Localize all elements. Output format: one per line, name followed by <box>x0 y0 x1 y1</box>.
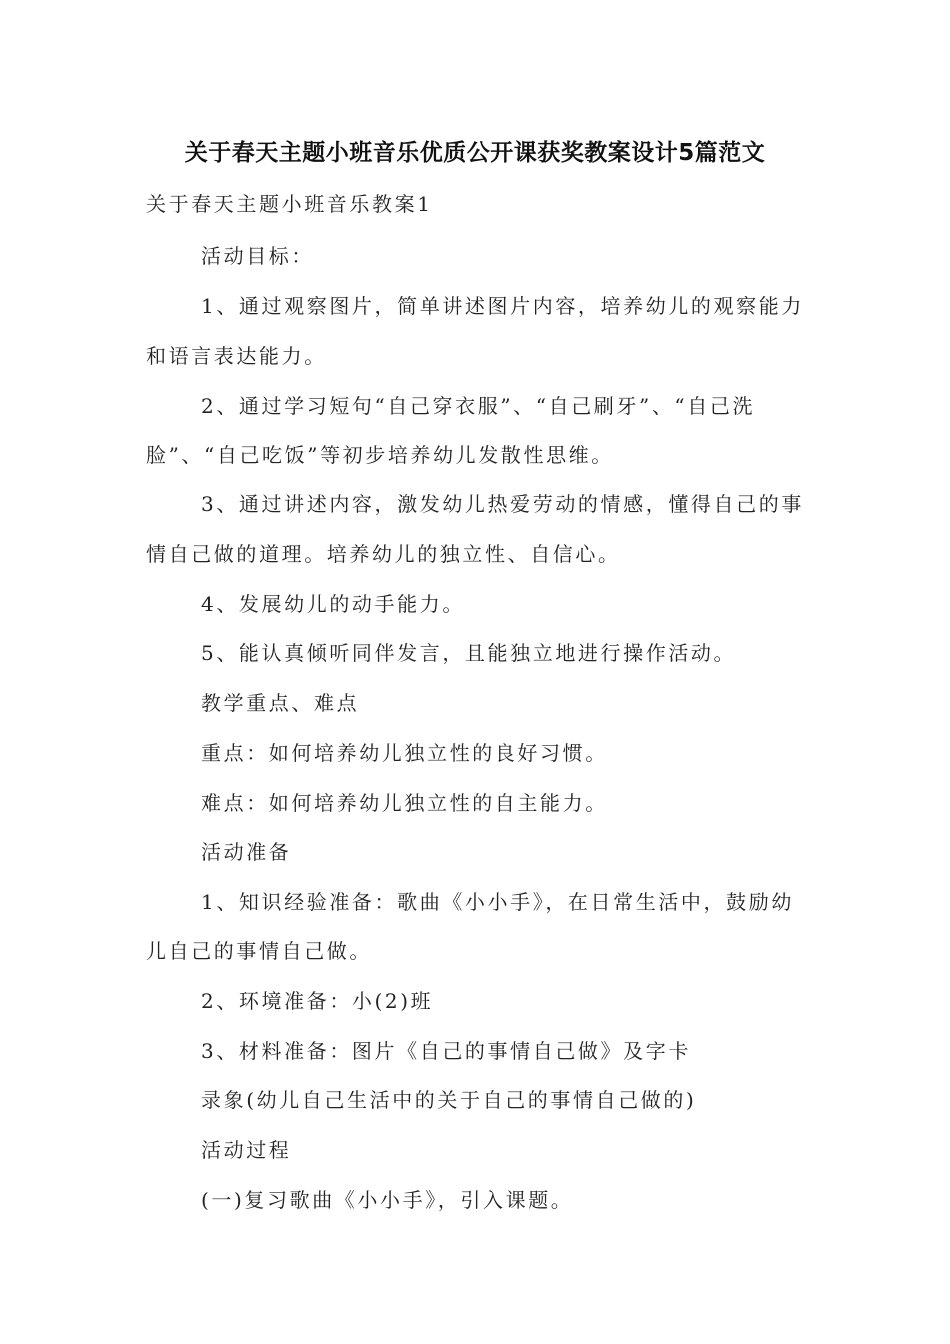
paragraph-line: 5、能认真倾听同伴发言，且能独立地进行操作活动。 <box>201 641 737 665</box>
paragraph-line: 脸”、“自己吃饭”等初步培养幼儿发散性思维。 <box>146 443 614 467</box>
paragraph-line: 活动准备 <box>201 840 292 864</box>
paragraph-line: 4、发展幼儿的动手能力。 <box>201 592 465 616</box>
paragraph-line: (一)复习歌曲《小小手》，引入课题。 <box>201 1188 574 1212</box>
paragraph-line: 3、材料准备：图片《自己的事情自己做》及字卡 <box>201 1039 691 1063</box>
paragraph-line: 教学重点、难点 <box>201 691 360 715</box>
paragraph-line: 2、环境准备：小(2)班 <box>201 989 434 1013</box>
paragraph-line: 情自己做的道理。培养幼儿的独立性、自信心。 <box>146 542 621 566</box>
paragraph-line: 和语言表达能力。 <box>146 344 327 368</box>
paragraph-line: 难点：如何培养幼儿独立性的自主能力。 <box>201 791 608 815</box>
paragraph-line: 重点：如何培养幼儿独立性的良好习惯。 <box>201 741 608 765</box>
paragraph-line: 2、通过学习短句“自己穿衣服”、“自己刷牙”、“自己洗 <box>201 394 756 418</box>
paragraph-line: 录象(幼儿自己生活中的关于自己的事情自己做的) <box>201 1088 697 1112</box>
document-title: 关于春天主题小班音乐优质公开课获奖教案设计5篇范文 <box>184 140 766 166</box>
paragraph-line: 儿自己的事情自己做。 <box>146 939 372 963</box>
paragraph-line: 活动目标： <box>201 244 314 268</box>
paragraph-line: 1、通过观察图片，简单讲述图片内容，培养幼儿的观察能力 <box>201 294 804 318</box>
paragraph-line: 活动过程 <box>201 1138 292 1162</box>
paragraph-line: 3、通过讲述内容，激发幼儿热爱劳动的情感，懂得自己的事 <box>201 492 804 516</box>
section-heading: 关于春天主题小班音乐教案1 <box>146 192 433 216</box>
paragraph-line: 1、知识经验准备：歌曲《小小手》，在日常生活中，鼓励幼 <box>201 890 794 914</box>
